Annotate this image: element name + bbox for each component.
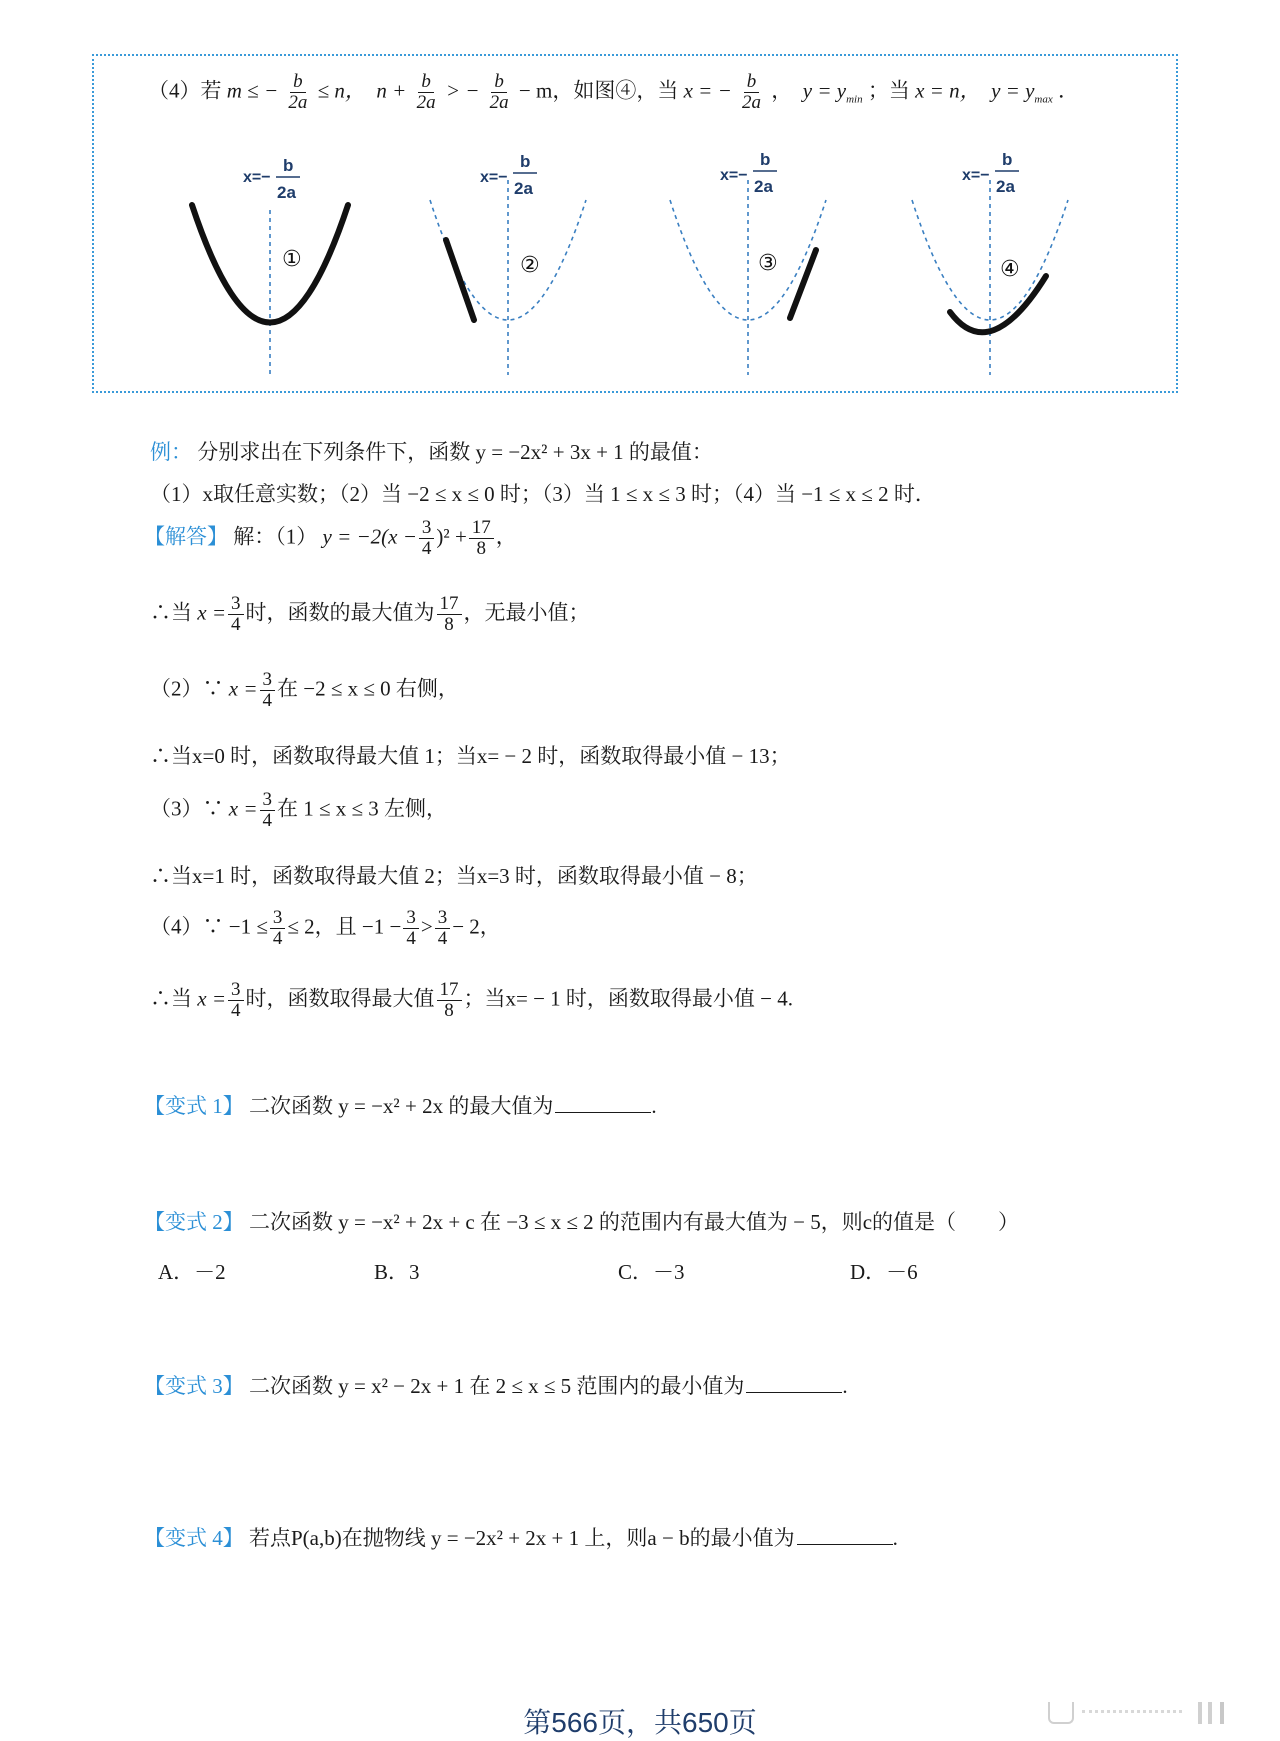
variant-label: 【变式 4】 bbox=[144, 1526, 244, 1550]
parabola-solid-segment bbox=[950, 276, 1046, 332]
solution-line-8 bbox=[150, 980, 793, 1021]
math-text: ， bbox=[495, 524, 517, 549]
case-4-prefix: （4）若 bbox=[148, 78, 222, 103]
math-text: )² + bbox=[436, 524, 467, 549]
fraction bbox=[414, 72, 439, 113]
math-text: x = n， bbox=[915, 78, 981, 103]
math-text: x = bbox=[197, 986, 226, 1011]
math-text: > − bbox=[445, 78, 480, 103]
math-text: ． bbox=[1057, 78, 1079, 103]
variant-text: 二次函数 y = x² − 2x + 1 在 2 ≤ x ≤ 5 范围内的最小值为 bbox=[249, 1374, 745, 1398]
axis-label: x=− bbox=[962, 167, 990, 184]
fraction-den: 2a bbox=[489, 91, 509, 113]
subscript: min bbox=[846, 93, 863, 106]
parabola-graph-2 bbox=[430, 152, 586, 375]
variant-label: 【变式 2】 bbox=[144, 1210, 244, 1234]
variant-4 bbox=[144, 1522, 898, 1552]
subscript: max bbox=[1034, 93, 1053, 106]
fraction-num: 3 bbox=[270, 908, 286, 929]
fraction-den: 8 bbox=[444, 613, 454, 635]
fraction-num: 3 bbox=[419, 518, 435, 539]
option-d[interactable]: D．－6 bbox=[850, 1260, 918, 1284]
math-text: ， bbox=[771, 78, 793, 103]
option-a[interactable]: A．－2 bbox=[158, 1260, 226, 1284]
fraction-den: 2a bbox=[416, 91, 436, 113]
example-line bbox=[150, 436, 713, 466]
math-text: y = y bbox=[802, 78, 847, 103]
fraction bbox=[739, 72, 764, 113]
graph-label-1: ① bbox=[282, 247, 302, 272]
fraction-den: 2a bbox=[742, 91, 762, 113]
math-text: n + bbox=[376, 78, 407, 103]
fraction-num: 3 bbox=[403, 908, 419, 929]
solution-text: 在 −2 ≤ x ≤ 0 右侧， bbox=[277, 676, 459, 701]
parabola-solid-segment bbox=[446, 240, 474, 320]
fraction-den: 4 bbox=[437, 927, 448, 949]
variant-2 bbox=[144, 1206, 1019, 1236]
fraction-den: 4 bbox=[421, 537, 432, 559]
divider bbox=[1082, 1710, 1182, 1713]
bar-icon bbox=[1220, 1702, 1242, 1724]
fraction bbox=[437, 594, 462, 635]
math-text: ；当 bbox=[867, 78, 910, 103]
fraction-num: 3 bbox=[228, 980, 244, 1001]
solution-line-5 bbox=[150, 790, 447, 831]
fraction bbox=[419, 518, 435, 559]
variant-1 bbox=[144, 1090, 657, 1120]
answer-blank[interactable] bbox=[797, 1544, 893, 1545]
fraction-num: 3 bbox=[435, 908, 451, 929]
example-label: 例： bbox=[150, 440, 192, 464]
solution-text: （3）∵ bbox=[150, 796, 224, 821]
fraction-num: 17 bbox=[437, 980, 462, 1001]
axis-label: x=− bbox=[480, 169, 508, 186]
case-4-line bbox=[148, 72, 1079, 113]
math-text: − m，如图④，当 bbox=[518, 78, 679, 103]
fraction-den: 2a bbox=[288, 91, 308, 113]
axis-label-num: b bbox=[1002, 150, 1013, 169]
fraction-num: b bbox=[744, 72, 760, 93]
variant-tail: . bbox=[842, 1374, 848, 1398]
variant-text: 二次函数 y = −x² + 2x 的最大值为 bbox=[249, 1094, 554, 1118]
variant-tail: . bbox=[892, 1526, 898, 1550]
variant-label: 【变式 1】 bbox=[144, 1094, 244, 1118]
example-text: 分别求出在下列条件下，函数 y = −2x² + 3x + 1 的最值： bbox=[197, 440, 713, 464]
axis-label-den: 2a bbox=[996, 177, 1015, 196]
variant-tail: . bbox=[651, 1094, 657, 1118]
axis-label: x=− bbox=[243, 169, 271, 186]
graph-label-2: ② bbox=[520, 253, 540, 278]
fraction-num: 3 bbox=[260, 670, 276, 691]
fraction-num: b bbox=[491, 72, 507, 93]
solution-line-6 bbox=[150, 860, 758, 890]
fraction-den: 4 bbox=[231, 999, 241, 1021]
example-conditions bbox=[150, 478, 936, 508]
math-text: x = bbox=[197, 600, 226, 625]
fraction bbox=[403, 908, 419, 949]
fraction-den: 8 bbox=[476, 537, 487, 559]
answer-blank[interactable] bbox=[555, 1112, 651, 1113]
conditions-text: （1）x取任意实数；（2）当 −2 ≤ x ≤ 0 时；（3）当 1 ≤ x ≤ 3 时；（4）当 −1 ≤ x ≤ 2 时． bbox=[150, 482, 936, 506]
math-text: y = y bbox=[991, 78, 1035, 103]
parabola-graph-1 bbox=[192, 156, 348, 375]
bar-icon bbox=[1208, 1702, 1212, 1724]
solution-text: ≤ 2，且 −1 − bbox=[287, 914, 402, 939]
fraction-num: 3 bbox=[228, 594, 244, 615]
parabola-solid bbox=[192, 205, 348, 323]
solution-text: − 2， bbox=[452, 914, 501, 939]
fraction bbox=[228, 594, 244, 635]
axis-label-den: 2a bbox=[277, 183, 296, 202]
option-b[interactable]: B．3 bbox=[374, 1260, 420, 1284]
fraction-den: 4 bbox=[272, 927, 283, 949]
solution-line-7 bbox=[150, 908, 501, 949]
solution-text: 时，函数的最大值为 bbox=[245, 600, 435, 625]
solution-line-2 bbox=[150, 594, 590, 635]
solution-label: 【解答】 bbox=[144, 524, 228, 549]
solution-line-1 bbox=[144, 518, 517, 559]
fraction bbox=[469, 518, 494, 559]
variant-label: 【变式 3】 bbox=[144, 1374, 244, 1398]
solution-text: ∴当 bbox=[150, 600, 192, 625]
solution-text: ；当x= − 1 时，函数取得最小值 − 4. bbox=[463, 986, 794, 1011]
math-text: ≤ n， bbox=[317, 78, 366, 103]
math-text: x = − bbox=[683, 78, 732, 103]
fraction-den: 4 bbox=[406, 927, 416, 949]
fraction bbox=[260, 670, 276, 711]
math-text: y = −2(x − bbox=[322, 524, 417, 549]
fraction-den: 4 bbox=[262, 809, 272, 831]
math-text: x = bbox=[228, 796, 258, 821]
view-icon[interactable] bbox=[1048, 1702, 1074, 1724]
axis-label-num: b bbox=[760, 150, 771, 169]
variant-3 bbox=[144, 1370, 848, 1400]
solution-text: 在 1 ≤ x ≤ 3 左侧， bbox=[277, 796, 448, 821]
fraction-num: b bbox=[418, 72, 434, 93]
math-text: m ≤ − bbox=[226, 78, 279, 103]
solution-text: ∴当 bbox=[150, 986, 192, 1011]
option-c[interactable]: C．－3 bbox=[618, 1260, 685, 1284]
solution-text: 时，函数取得最大值 bbox=[245, 986, 435, 1011]
variant-text: 二次函数 y = −x² + 2x + c 在 −3 ≤ x ≤ 2 的范围内有最大值为 − 5，则c的值是（ ） bbox=[249, 1210, 1020, 1234]
viewer-toolbar bbox=[1048, 1698, 1248, 1728]
fraction-num: 3 bbox=[260, 790, 276, 811]
fraction bbox=[437, 980, 462, 1021]
graph-label-3: ③ bbox=[758, 251, 778, 276]
fraction bbox=[270, 908, 286, 949]
solution-text: ∴当x=0 时，函数取得最大值 1；当x= − 2 时，函数取得最小值 − 13； bbox=[150, 744, 791, 768]
parabola-figures bbox=[140, 140, 1100, 380]
fraction bbox=[228, 980, 244, 1021]
axis-label: x=− bbox=[720, 167, 748, 184]
fraction-den: 4 bbox=[231, 613, 241, 635]
solution-text: （2）∵ bbox=[150, 676, 224, 701]
math-text: x = bbox=[228, 676, 258, 701]
axis-label-den: 2a bbox=[754, 177, 773, 196]
answer-blank[interactable] bbox=[746, 1392, 842, 1393]
solution-text: > bbox=[420, 914, 433, 939]
axis-label-den: 2a bbox=[514, 179, 533, 198]
solution-text: 解：（1） bbox=[233, 524, 318, 549]
fraction-den: 4 bbox=[262, 689, 272, 711]
fraction-den: 8 bbox=[444, 999, 454, 1021]
bar-icon bbox=[1198, 1702, 1202, 1724]
solution-text: ，无最小值； bbox=[463, 600, 590, 625]
solution-line-3 bbox=[150, 670, 459, 711]
fraction bbox=[487, 72, 512, 113]
solution-text: ∴当x=1 时，函数取得最大值 2；当x=3 时，函数取得最小值 − 8； bbox=[150, 864, 758, 888]
fraction bbox=[260, 790, 276, 831]
page-footer: 第566页，共650页 bbox=[523, 1707, 757, 1738]
axis-label-num: b bbox=[283, 156, 294, 175]
fraction-num: 17 bbox=[437, 594, 462, 615]
variant-text: 若点P(a,b)在抛物线 y = −2x² + 2x + 1 上，则a − b的最小值为 bbox=[249, 1526, 795, 1550]
solution-text: （4）∵ −1 ≤ bbox=[150, 914, 268, 939]
fraction bbox=[435, 908, 451, 949]
axis-label-num: b bbox=[520, 152, 531, 171]
solution-line-4 bbox=[150, 740, 791, 770]
parabola-graph-3 bbox=[670, 150, 826, 375]
graph-label-4: ④ bbox=[1000, 257, 1020, 282]
fraction-num: 17 bbox=[469, 518, 494, 539]
fraction bbox=[285, 72, 310, 113]
parabola-graph-4 bbox=[912, 150, 1068, 375]
fraction-num: b bbox=[290, 72, 306, 93]
